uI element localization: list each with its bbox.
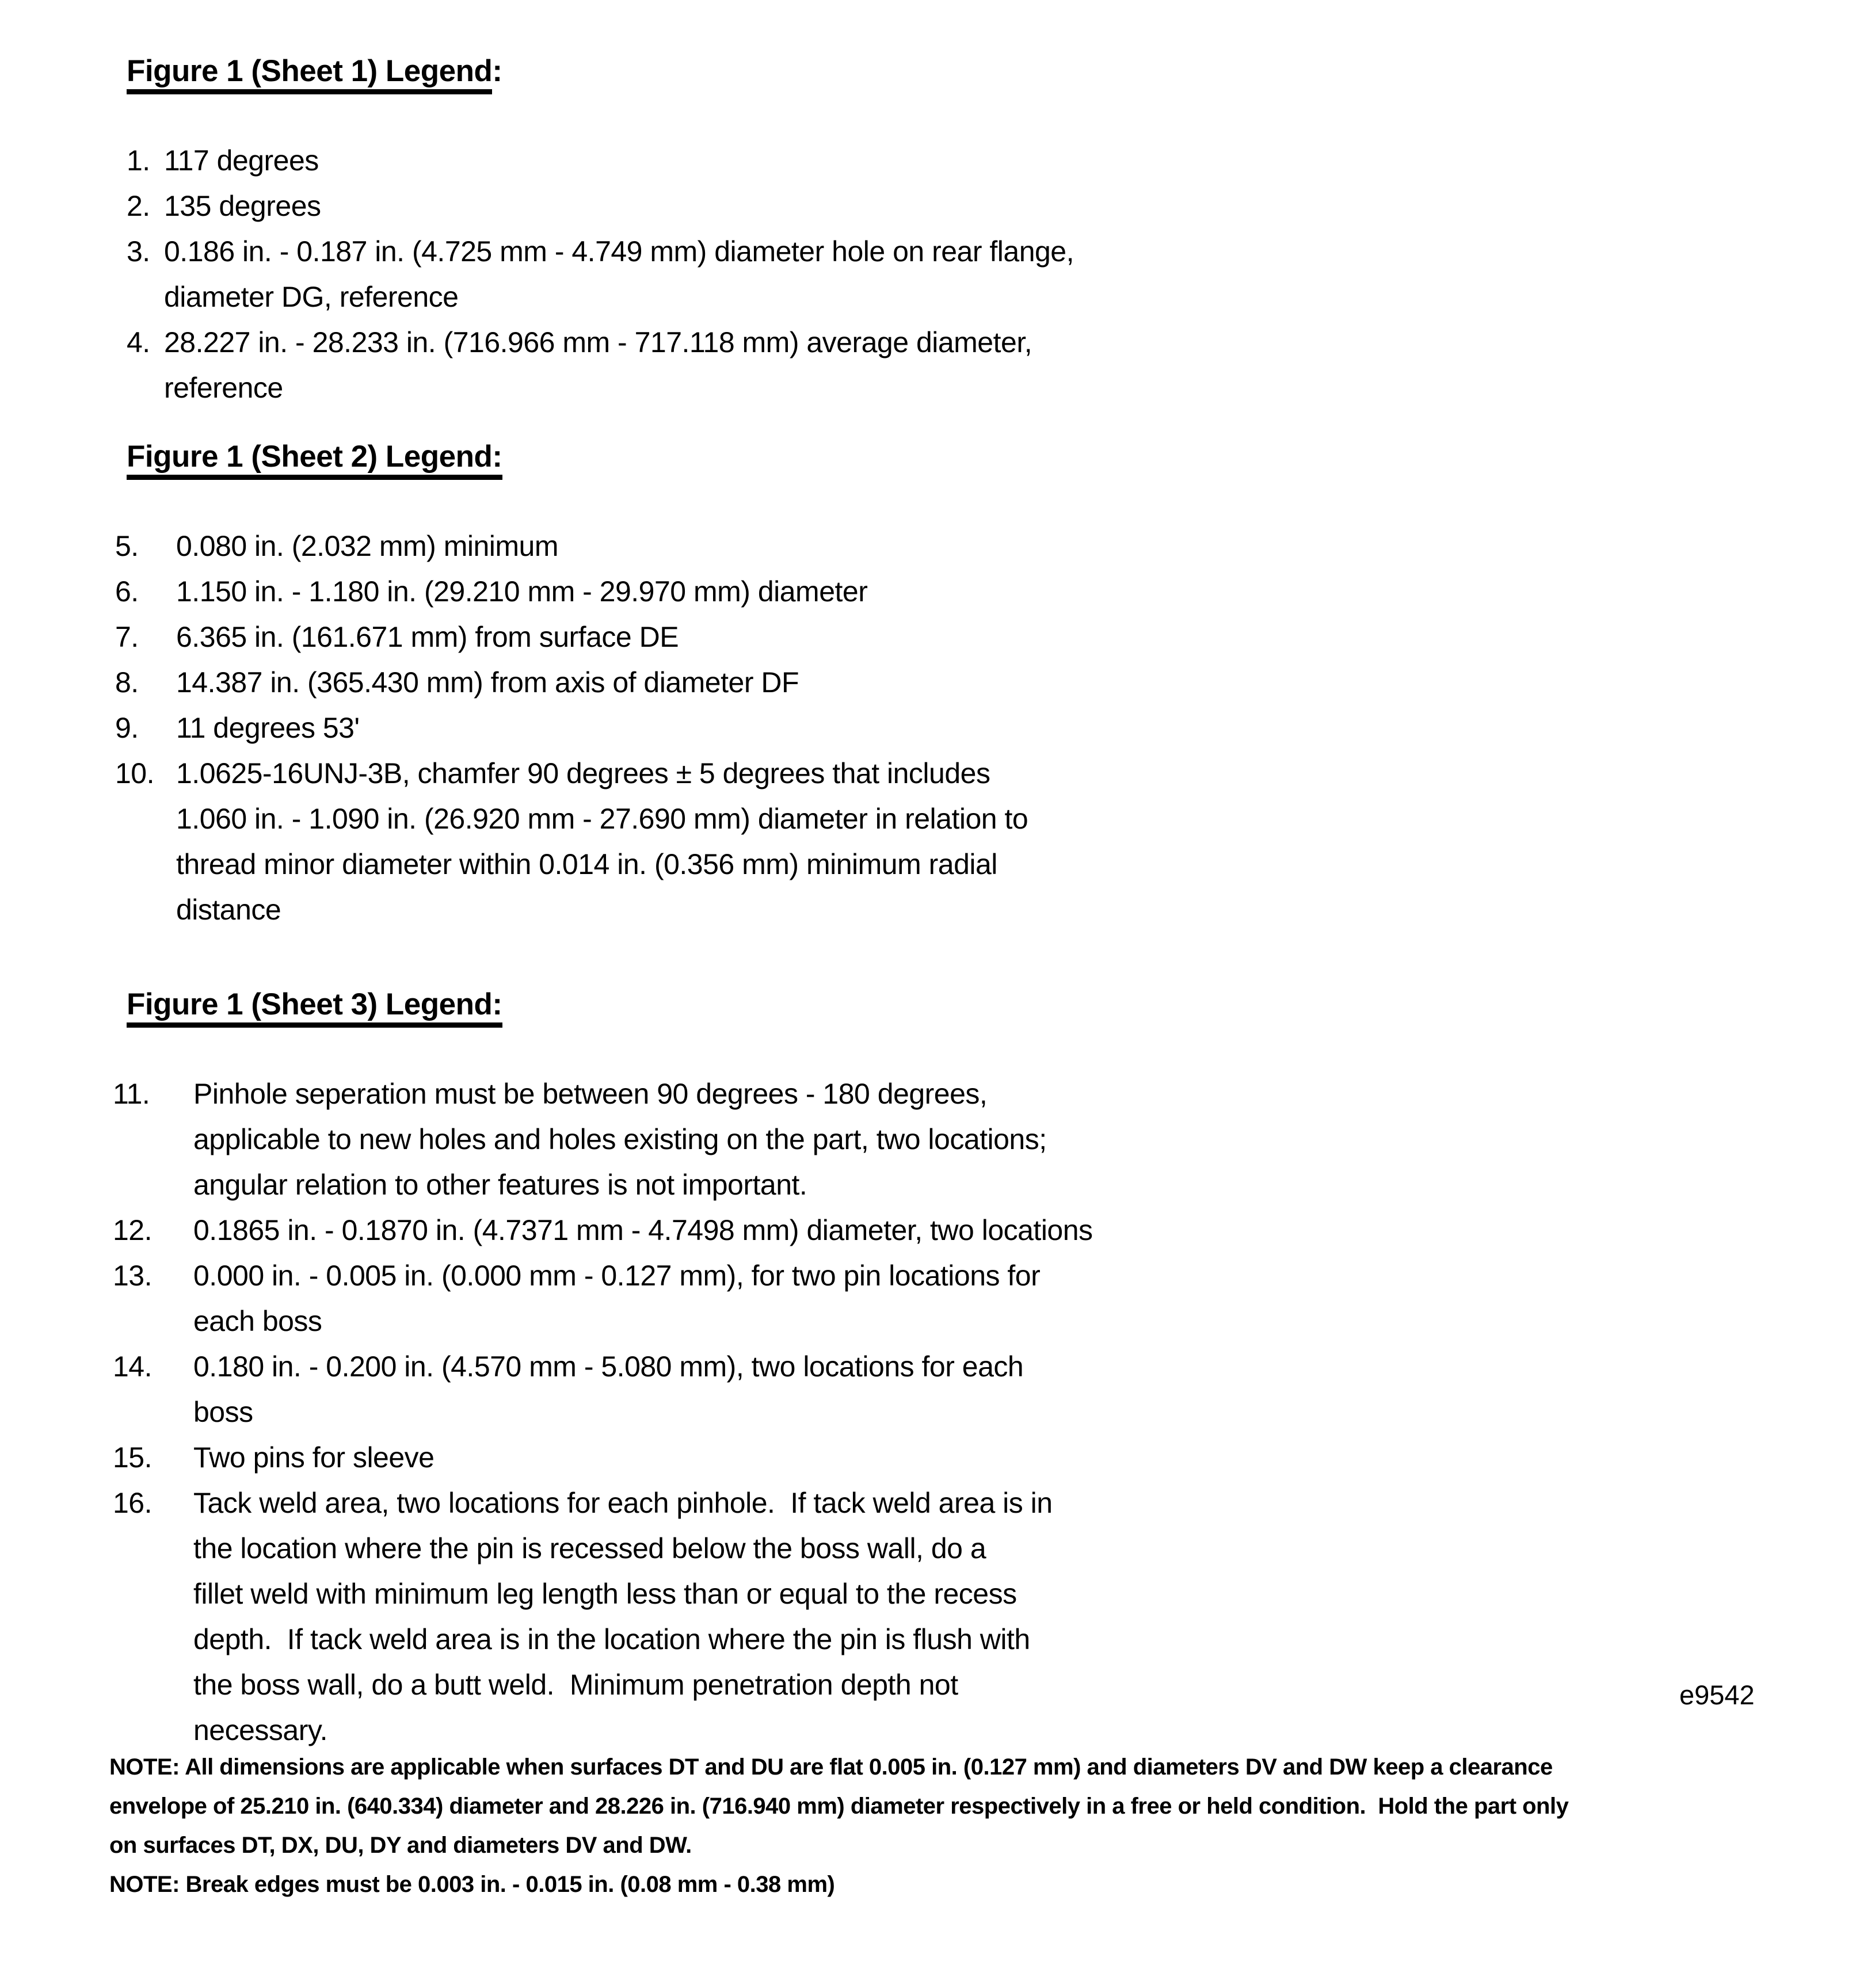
item-text-line: 0.080 in. (2.032 mm) minimum: [176, 530, 559, 562]
item-text-line: depth. If tack weld area is in the location where the pin is flush with: [193, 1623, 1030, 1655]
legend-item-12: [113, 1208, 1852, 1253]
item-number: 10.: [115, 757, 155, 789]
legend-item-8: [115, 660, 1852, 705]
item-text-line: Two pins for sleeve: [193, 1441, 435, 1474]
item-number: 3.: [127, 235, 150, 268]
legend-item-3: [127, 229, 1852, 320]
item-text-line: 11 degrees 53': [176, 712, 360, 744]
item-text-line: 1.150 in. - 1.180 in. (29.210 mm - 29.970 mm) diameter: [176, 575, 868, 608]
item-number: 12.: [113, 1214, 153, 1246]
legend-item-9: [115, 705, 1852, 751]
item-text-line: necessary.: [193, 1714, 328, 1746]
note-text-line: on surfaces DT, DX, DU, DY and diameters DV and DW.: [109, 1833, 692, 1858]
notes-block: [0, 1747, 1852, 1904]
item-text-line: 0.186 in. - 0.187 in. (4.725 mm - 4.749 mm) diameter hole on rear flange,: [164, 235, 1074, 268]
item-text-line: diameter DG, reference: [164, 281, 459, 313]
legend-item-5: [115, 524, 1852, 569]
item-number: 2.: [127, 190, 150, 222]
item-number: 6.: [115, 575, 139, 608]
item-text-line: thread minor diameter within 0.014 in. (0.356 mm) minimum radial: [176, 848, 997, 880]
legend-item-11: [113, 1071, 1852, 1208]
note-dimensions: [109, 1747, 1852, 1865]
legend-item-1: [127, 138, 1852, 184]
item-text-line: 135 degrees: [164, 190, 321, 222]
item-text-line: 1.0625-16UNJ-3B, chamfer 90 degrees ± 5 degrees that includes: [176, 757, 990, 789]
item-text-line: 0.000 in. - 0.005 in. (0.000 mm - 0.127 mm), for two pin locations for: [193, 1260, 1041, 1292]
item-text-line: 117 degrees: [164, 144, 319, 177]
item-text-line: 14.387 in. (365.430 mm) from axis of diameter DF: [176, 666, 799, 699]
item-text-line: reference: [164, 372, 283, 404]
item-number: 7.: [115, 621, 139, 653]
legend-item-2: [127, 184, 1852, 229]
sheet2-heading-underlined-text: Figure 1 (Sheet 2) Legend:: [127, 439, 502, 480]
note-break-edges: [109, 1865, 1852, 1904]
sheet2-legend-list: [0, 524, 1852, 933]
item-number: 1.: [127, 144, 150, 177]
item-text-line: 28.227 in. - 28.233 in. (716.966 mm - 717.118 mm) average diameter,: [164, 326, 1032, 358]
legend-item-13: [113, 1253, 1852, 1344]
legend-item-15: [113, 1435, 1852, 1480]
item-text-line: boss: [193, 1396, 253, 1428]
sheet1-legend-list: [0, 138, 1852, 411]
item-text-line: 1.060 in. - 1.090 in. (26.920 mm - 27.690 mm) diameter in relation to: [176, 803, 1028, 835]
sheet1-heading-colon: :: [492, 54, 502, 88]
item-number: 9.: [115, 712, 139, 744]
item-number: 16.: [113, 1487, 153, 1519]
figure-code: e9542: [1679, 1680, 1755, 1710]
item-number: 11.: [113, 1078, 150, 1110]
sheet2-legend-heading: [0, 434, 1852, 480]
sheet3-legend-list: [0, 1071, 1852, 1753]
item-text-line: 0.180 in. - 0.200 in. (4.570 mm - 5.080 mm), two locations for each: [193, 1350, 1024, 1383]
item-number: 5.: [115, 530, 139, 562]
item-text-line: the location where the pin is recessed below the boss wall, do a: [193, 1532, 986, 1565]
item-number: 4.: [127, 326, 150, 358]
item-text-line: 6.365 in. (161.671 mm) from surface DE: [176, 621, 679, 653]
legend-item-16: [113, 1480, 1852, 1753]
note-text-line: envelope of 25.210 in. (640.334) diameter and 28.226 in. (716.940 mm) diameter respectively in a free or held condition. Hold the part only: [109, 1794, 1569, 1819]
item-text-line: the boss wall, do a butt weld. Minimum penetration depth not: [193, 1669, 958, 1701]
item-text-line: fillet weld with minimum leg length less than or equal to the recess: [193, 1578, 1017, 1610]
sheet3-legend-section: [0, 982, 1852, 1753]
item-number: 14.: [113, 1350, 153, 1383]
item-text-line: angular relation to other features is not important.: [193, 1169, 807, 1201]
sheet3-heading-underlined-text: Figure 1 (Sheet 3) Legend:: [127, 987, 502, 1028]
item-text-line: distance: [176, 894, 281, 926]
sheet3-legend-heading: [0, 982, 1852, 1028]
sheet1-heading-underlined-text: Figure 1 (Sheet 1) Legend: [127, 54, 492, 94]
item-text-line: Tack weld area, two locations for each pinhole. If tack weld area is in: [193, 1487, 1053, 1519]
legend-item-6: [115, 569, 1852, 615]
item-number: 15.: [113, 1441, 153, 1474]
item-text-line: each boss: [193, 1305, 322, 1337]
legend-item-4: [127, 320, 1852, 411]
note-text-line: NOTE: All dimensions are applicable when surfaces DT and DU are flat 0.005 in. (0.127 mm) and diameters DV and DW keep a clearance: [109, 1754, 1553, 1780]
item-number: 8.: [115, 666, 139, 699]
item-text-line: 0.1865 in. - 0.1870 in. (4.7371 mm - 4.7498 mm) diameter, two locations: [193, 1214, 1093, 1246]
sheet2-legend-section: [0, 434, 1852, 933]
note-text-line: NOTE: Break edges must be 0.003 in. - 0.015 in. (0.08 mm - 0.38 mm): [109, 1872, 835, 1897]
legend-item-10: [115, 751, 1852, 933]
item-number: 13.: [113, 1260, 153, 1292]
legend-item-14: [113, 1344, 1852, 1435]
item-text-line: applicable to new holes and holes existing on the part, two locations;: [193, 1123, 1047, 1155]
item-text-line: Pinhole seperation must be between 90 degrees - 180 degrees,: [193, 1078, 988, 1110]
sheet1-legend-section: [0, 48, 1852, 411]
sheet1-legend-heading: [0, 48, 1852, 94]
legend-item-7: [115, 615, 1852, 660]
